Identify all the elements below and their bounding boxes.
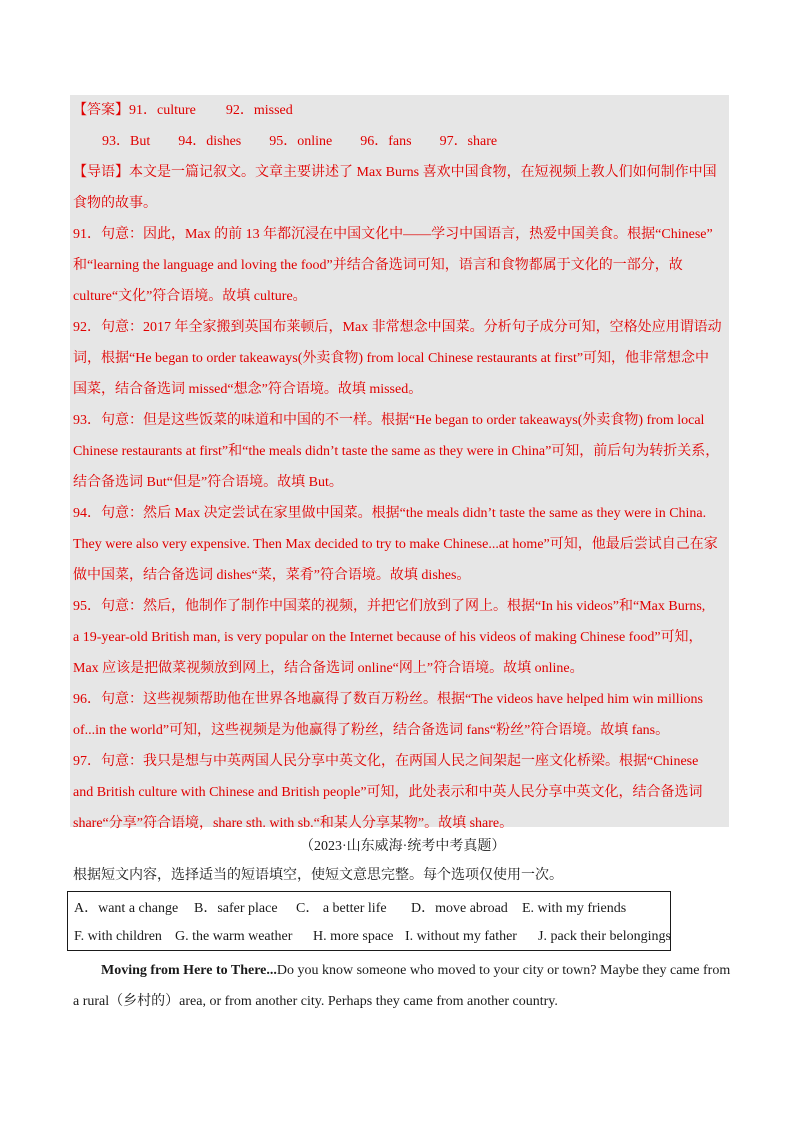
answer-92: 92．missed <box>225 103 293 118</box>
answer-97: 97．share <box>439 134 498 149</box>
options-box <box>67 891 671 951</box>
option-c: C． a better life <box>296 901 387 916</box>
explanation-line: 96．句意：这些视频帮助他在世界各地赢得了数百万粉丝。根据“The videos have helped him win millions <box>73 692 703 707</box>
explanation-line: 91．句意：因此，Max 的前 13 年都沉浸在中国文化中——学习中国语言，热爱中国美食。根据“Chinese” <box>73 227 713 242</box>
explanation-line: and British culture with Chinese and British people”可知，此处表示和中英人民分享中英文化，结合备选词 <box>73 785 703 800</box>
option-d: D．move abroad <box>411 901 508 916</box>
explanation-line: a 19-year-old British man, is very popular on the Internet because of his videos of making Chinese food”可知， <box>73 630 703 645</box>
explanation-line: 国菜，结合备选词 missed“想念”符合语境。故填 missed。 <box>73 382 423 397</box>
explanation-line: Chinese restaurants at first”和“the meals didn’t taste the same as they were in China”可知，前后句为转折关系， <box>73 444 720 459</box>
explanation-line: 95．句意：然后，他制作了制作中国菜的视频，并把它们放到了网上。根据“In his videos”和“Max Burns, <box>73 599 706 614</box>
answer-93: 93．But <box>102 134 151 149</box>
passage-text: Do you know someone who moved to your city or town? Maybe they came from a rural（乡村的）area, or from another city. Perhaps they came from another country. <box>73 963 731 1009</box>
options-row-2 <box>74 923 670 951</box>
explanation-line: culture“文化”符合语境。故填 culture。 <box>73 289 307 304</box>
explanation-line: 词，根据“He began to order takeaways(外卖食物) from local Chinese restaurants at first”可知，他非常想念中 <box>73 351 710 366</box>
answers-row-2 <box>73 126 726 157</box>
question-source: （2023·山东威海·统考中考真题） <box>300 839 506 854</box>
explanation-line: 94．句意：然后 Max 决定尝试在家里做中国菜。根据“the meals didn’t taste the same as they were in China. <box>73 506 707 521</box>
question-instruction: 根据短文内容，选择适当的短语填空，使短文意思完整。每个选项仅使用一次。 <box>73 868 563 883</box>
option-f: F. with children <box>74 929 162 944</box>
guide-line: 【导语】本文是一篇记叙文。文章主要讲述了 Max Burns 喜欢中国食物，在短视频上教人们如何制作中国 <box>73 165 717 180</box>
explanation-line: 97．句意：我只是想与中英两国人民分享中英文化，在两国人民之间架起一座文化桥梁。根据“Chinese <box>73 754 699 769</box>
option-a: A．want a change <box>74 901 179 916</box>
explanation-line: They were also very expensive. Then Max decided to try to make Chinese...at home”可知，他最后尝试自己在家 <box>73 537 718 552</box>
passage-title: Moving from Here to There... <box>101 963 277 978</box>
explanation-line: 做中国菜，结合备选词 dishes“菜，菜肴”符合语境。故填 dishes。 <box>73 568 471 583</box>
option-h: H. more space <box>313 929 394 944</box>
answer-96: 96．fans <box>360 134 412 149</box>
option-i: I. without my father <box>405 929 517 944</box>
explanation-line: share“分享”符合语境，share sth. with sb.“和某人分享某物”。故填 share。 <box>73 816 514 831</box>
guide-line: 食物的故事。 <box>73 196 157 211</box>
answer-explanation-box <box>70 95 729 831</box>
explanation-line: 结合备选词 But“但是”符合语境。故填 But。 <box>73 475 343 490</box>
explanation-line: 93．句意：但是这些饭菜的味道和中国的不一样。根据“He began to order takeaways(外卖食物) from local <box>73 413 705 428</box>
answer-94: 94．dishes <box>178 134 242 149</box>
passage-paragraph <box>73 955 733 1017</box>
option-b: B．safer place <box>194 901 278 916</box>
explanation-line: of...in the world”可知，这些视频是为他赢得了粉丝，结合备选词 fans“粉丝”符合语境。故填 fans。 <box>73 723 670 738</box>
option-g: G. the warm weather <box>175 929 293 944</box>
options-row-1 <box>74 895 670 923</box>
explanation-line: 92．句意：2017 年全家搬到英国布莱顿后，Max 非常想念中国菜。分析句子成分可知，空格处应用谓语动 <box>73 320 722 335</box>
option-e: E. with my friends <box>522 901 627 916</box>
answer-95: 95．online <box>269 134 333 149</box>
explanation-line: Max 应该是把做菜视频放到网上，结合备选词 online“网上”符合语境。故填 online。 <box>73 661 584 676</box>
answers-row-1 <box>73 95 726 126</box>
option-j: J. pack their belongings <box>538 929 671 944</box>
answer-91: 【答案】91．culture <box>73 103 196 118</box>
explanation-line: 和“learning the language and loving the food”并结合备选词可知，语言和食物都属于文化的一部分，故 <box>73 258 683 273</box>
